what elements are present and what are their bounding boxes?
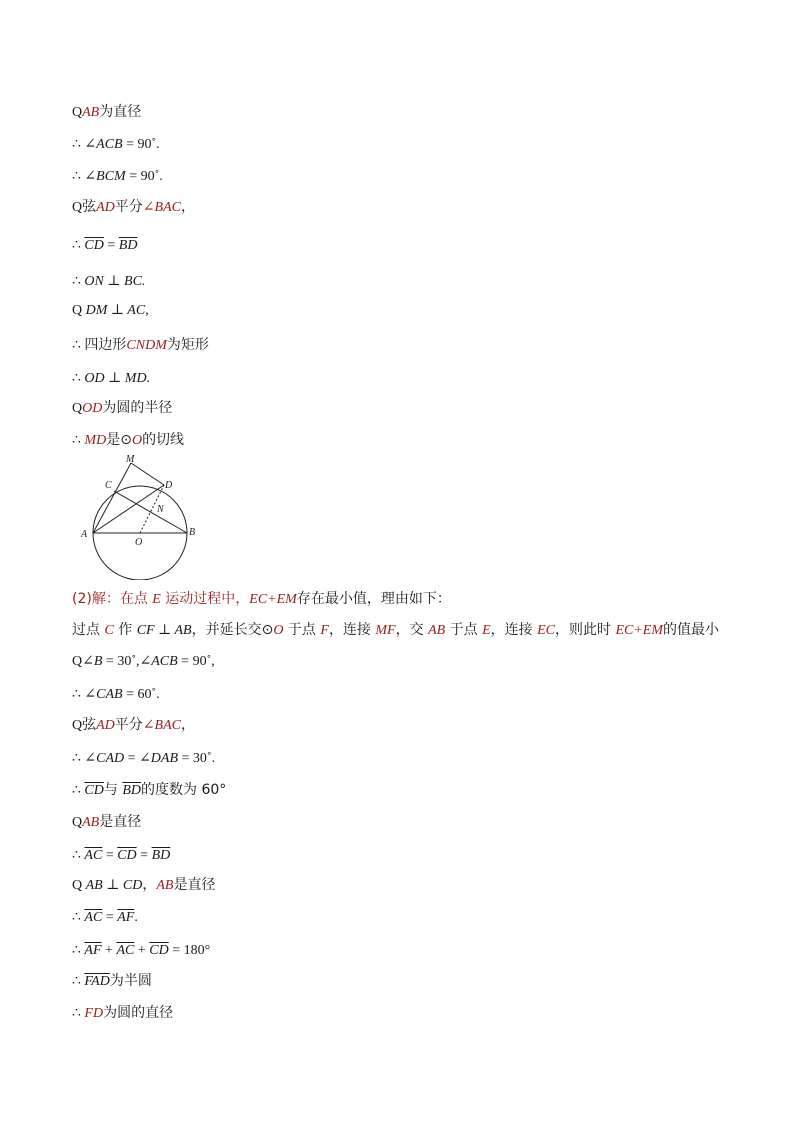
line-text: 于点 xyxy=(445,622,483,638)
math-expression: ∠CAB xyxy=(84,687,123,702)
label-b: B xyxy=(189,527,196,538)
math-expression: $\overline{CD}$ xyxy=(149,943,169,958)
solution-line xyxy=(72,301,149,320)
line-text: 是⊙ xyxy=(106,432,132,448)
line-text: (2)解：在点 xyxy=(72,591,153,607)
line-text: 为圆的半径 xyxy=(102,400,173,416)
math-expression: E xyxy=(152,592,161,607)
line-ad xyxy=(93,485,164,533)
math-expression: $\overline{CD}$ xyxy=(117,848,137,863)
line-text: ，交 xyxy=(395,622,429,638)
line-text: + xyxy=(101,943,117,958)
solution-line xyxy=(72,399,172,418)
math-expression: ∠BAC xyxy=(142,200,181,215)
math-expression: $\overline{BD}$ xyxy=(122,783,141,798)
math-expression: CNDM xyxy=(126,338,167,353)
math-expression: E xyxy=(482,623,491,638)
line-text: ， xyxy=(180,199,195,215)
math-expression: EC xyxy=(537,623,555,638)
line-text: + xyxy=(134,943,150,958)
line-text: 作 xyxy=(113,622,137,638)
line-text: 平分 xyxy=(114,717,143,733)
label-n: N xyxy=(157,504,164,515)
line-text: = xyxy=(102,910,118,925)
line-text: 是直径 xyxy=(173,877,216,893)
solution-line xyxy=(72,236,137,255)
logic-symbol: ∴ xyxy=(72,371,85,386)
line-text: = 30 xyxy=(102,654,132,669)
solution-line xyxy=(72,781,226,800)
line-text: = xyxy=(136,848,152,863)
line-text: ，连接 xyxy=(328,622,376,638)
logic-symbol: Q xyxy=(72,654,83,669)
math-expression: AB xyxy=(156,878,174,893)
math-expression: $\overline{CD}$ xyxy=(84,783,104,798)
solution-line xyxy=(72,431,184,450)
logic-symbol: ∴ xyxy=(72,238,85,253)
logic-symbol: ∴ xyxy=(72,848,85,863)
line-text: = 90 xyxy=(122,137,152,152)
logic-symbol: Q xyxy=(72,105,83,120)
line-text: . xyxy=(156,687,160,702)
math-expression: CF ⊥ AB xyxy=(136,623,192,638)
math-expression: OD ⊥ MD. xyxy=(84,371,151,386)
solution-line xyxy=(72,621,719,640)
line-text: . xyxy=(211,751,216,766)
solution-line xyxy=(72,272,145,291)
line-text: ，并延长交⊙ xyxy=(191,622,274,638)
line-text: 为圆的直径 xyxy=(103,1005,174,1021)
line-text: 的值最小 xyxy=(663,622,719,638)
line-text: 过点 xyxy=(72,622,105,638)
math-expression: AD xyxy=(96,200,115,215)
math-expression: $\overline{AF}$ xyxy=(117,910,135,925)
logic-symbol: ∴ xyxy=(72,433,85,448)
solution-line xyxy=(72,135,160,154)
solution-line xyxy=(72,941,210,960)
line-text: 存在最小值，理由如下： xyxy=(296,591,451,607)
line-text: , xyxy=(136,654,140,669)
math-expression: $\overline{AC}$ xyxy=(84,910,103,925)
line-text: = xyxy=(102,848,118,863)
solution-line xyxy=(72,749,215,768)
line-text: , xyxy=(211,654,215,669)
line-text: ，则此时 xyxy=(554,622,616,638)
logic-symbol: Q xyxy=(72,878,86,893)
math-expression: O xyxy=(273,623,284,638)
math-expression: $\overline{BD}$ xyxy=(151,848,171,863)
math-expression: ON ⊥ BC. xyxy=(84,274,146,289)
solution-line xyxy=(72,369,150,388)
line-text: 平分 xyxy=(114,199,143,215)
logic-symbol: Q xyxy=(72,401,83,416)
solution-line xyxy=(72,1004,173,1023)
logic-symbol: ∴ xyxy=(72,274,85,289)
label-o: O xyxy=(135,537,143,548)
math-expression: EC+EM xyxy=(615,623,663,638)
math-expression: AB ⊥ CD xyxy=(85,878,143,893)
math-expression: $\overline{BD}$ xyxy=(118,238,138,253)
logic-symbol: ∴ xyxy=(72,974,85,989)
logic-symbol: Q xyxy=(72,200,83,215)
solution-line xyxy=(72,813,141,832)
math-expression: OD xyxy=(82,401,103,416)
label-m: M xyxy=(126,455,135,465)
line-text: 四边形 xyxy=(84,337,127,353)
math-expression: $\overline{AC}$ xyxy=(84,848,103,863)
math-expression: AB xyxy=(428,623,446,638)
solution-line xyxy=(72,103,141,122)
logic-symbol: ∴ xyxy=(72,687,85,702)
math-expression: $\overline{FAD}$ xyxy=(84,974,110,989)
math-expression: FD xyxy=(84,1006,104,1021)
solution-line xyxy=(72,590,451,609)
logic-symbol: ∴ xyxy=(72,137,85,152)
logic-symbol: Q xyxy=(72,303,86,318)
line-text: . xyxy=(156,137,160,152)
solution-line xyxy=(72,336,209,355)
math-expression: $\overline{CD}$ xyxy=(84,238,104,253)
line-text: 运动过程中， xyxy=(160,591,250,607)
label-a: A xyxy=(81,529,88,540)
math-expression: AB xyxy=(82,105,100,120)
logic-symbol: Q xyxy=(72,815,83,830)
math-expression: ∠CAD xyxy=(84,751,125,766)
line-text: = 90 xyxy=(177,654,207,669)
solution-line xyxy=(72,685,160,704)
solution-line xyxy=(72,876,215,895)
label-d: D xyxy=(165,480,173,491)
logic-symbol: ∴ xyxy=(72,169,85,184)
logic-symbol: Q xyxy=(72,718,83,733)
line-text: . xyxy=(134,910,138,925)
math-expression: MF xyxy=(375,623,396,638)
line-text: = 30 xyxy=(178,751,207,766)
solution-line xyxy=(72,972,152,991)
geometry-figure xyxy=(76,455,236,580)
line-text: 弦 xyxy=(82,199,97,215)
line-text: = 90 xyxy=(125,169,155,184)
line-text: 的度数为 60° xyxy=(141,782,227,798)
line-text: ˚ xyxy=(206,654,212,669)
line-md xyxy=(131,463,164,485)
math-expression: MD xyxy=(84,433,107,448)
solution-line xyxy=(72,908,138,927)
math-expression: DM ⊥ AC, xyxy=(85,303,149,318)
line-text: = xyxy=(103,238,119,253)
line-text: 于点 xyxy=(283,622,321,638)
line-text: . xyxy=(159,169,163,184)
solution-line xyxy=(72,846,170,865)
line-text: 的切线 xyxy=(142,432,185,448)
line-text: 是直径 xyxy=(99,814,142,830)
line-text: ˚ xyxy=(206,751,212,766)
logic-symbol: ∴ xyxy=(72,1006,85,1021)
line-text: ，连接 xyxy=(490,622,538,638)
logic-symbol: ∴ xyxy=(72,751,85,766)
math-expression: AB xyxy=(82,815,100,830)
logic-symbol: ∴ xyxy=(72,338,85,353)
logic-symbol: ∴ xyxy=(72,943,85,958)
line-text: 与 xyxy=(103,782,123,798)
line-text: 为矩形 xyxy=(166,337,209,353)
math-expression: AD xyxy=(96,718,115,733)
line-text: ˚ xyxy=(154,169,160,184)
solution-line xyxy=(72,652,215,671)
line-text: ˚ xyxy=(131,654,136,669)
line-text: 为直径 xyxy=(99,104,142,120)
math-expression: ∠ACB xyxy=(139,654,178,669)
line-text: ˚ xyxy=(151,137,157,152)
label-c: C xyxy=(105,480,112,491)
math-expression: ∠BAC xyxy=(142,718,181,733)
line-text: = xyxy=(124,751,140,766)
line-text: ˚ xyxy=(151,687,157,702)
solution-line xyxy=(72,167,163,186)
logic-symbol: ∴ xyxy=(72,910,85,925)
line-text: ， xyxy=(142,877,157,893)
math-expression: O xyxy=(131,433,143,448)
math-expression: ∠B xyxy=(82,654,103,669)
line-text: 为半圆 xyxy=(109,973,152,989)
math-expression: $\overline{AC}$ xyxy=(116,943,135,958)
math-expression: ∠BCM xyxy=(84,169,126,184)
solution-line xyxy=(72,198,195,217)
line-text: = 60 xyxy=(122,687,152,702)
math-expression: $\overline{AF}$ xyxy=(84,943,102,958)
math-expression: EC+EM xyxy=(249,592,297,607)
math-expression: F xyxy=(320,623,329,638)
line-text: = 180° xyxy=(168,943,211,958)
math-expression: ∠DAB xyxy=(139,751,179,766)
solution-line xyxy=(72,716,195,735)
math-expression: ∠ACB xyxy=(84,137,123,152)
line-text: ， xyxy=(180,717,195,733)
line-text: 弦 xyxy=(82,717,97,733)
math-expression: C xyxy=(104,623,114,638)
logic-symbol: ∴ xyxy=(72,783,85,798)
